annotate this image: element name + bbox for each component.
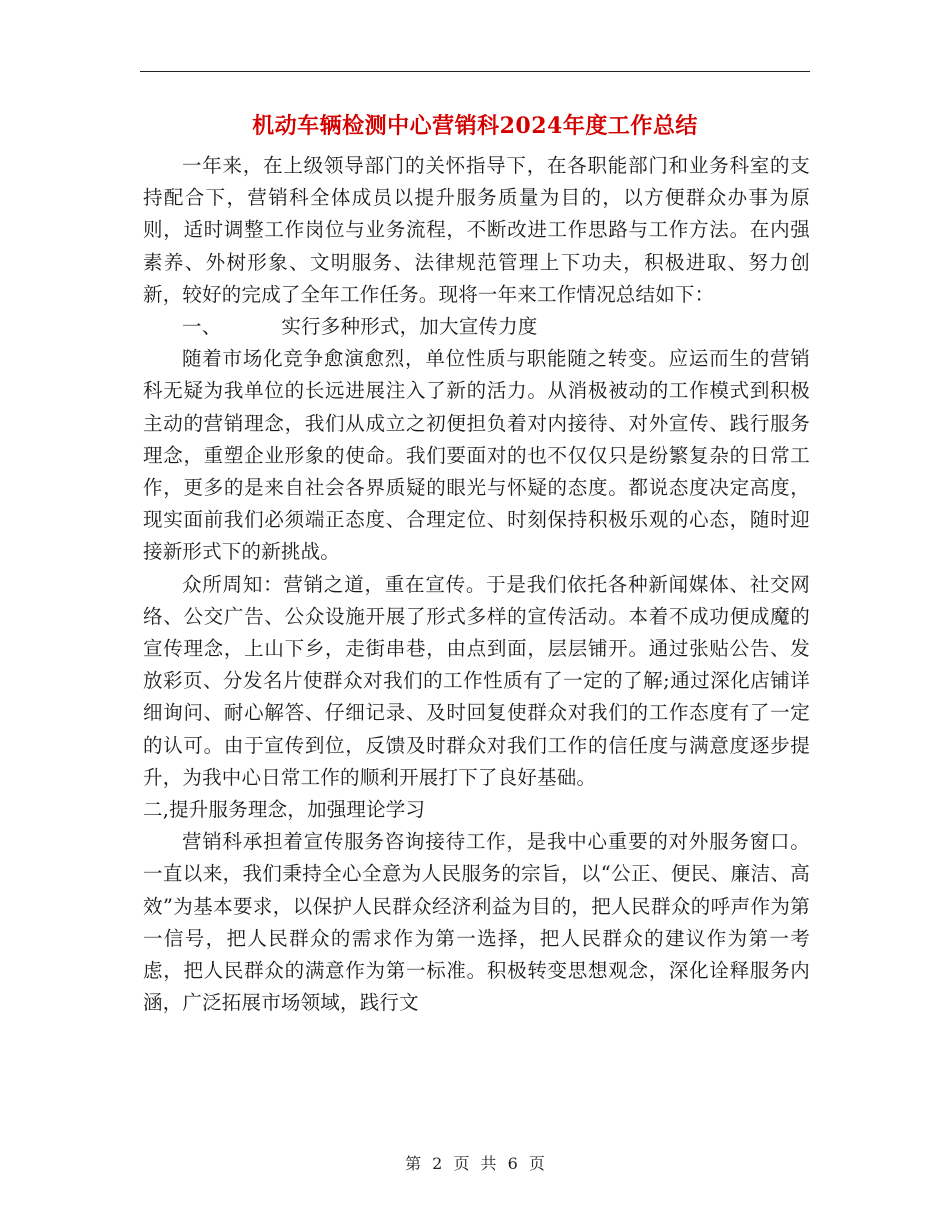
paragraph-section1-b: 众所周知：营销之道，重在宣传。于是我们依托各种新闻媒体、社交网络、公交广告、公众设施开展了形式多样的宣传活动。本着不成功便成魔的宣传理念，上山下乡，走街串巷，由点到面，层层铺开。通过张贴公告、发放彩页、分发名片使群众对我们的工作性质有了一定的了解;通过深化店铺详细询问、耐心解答、仔细记录、及时回复使群众对我们的工作态度有了一定的认可。由于宣传到位，反馈及时群众对我们工作的信任度与满意度逐步提升，为我中心日常工作的顺利开展打下了良好基础。 bbox=[143, 572, 810, 789]
document-body bbox=[143, 150, 810, 1019]
header-rule bbox=[140, 71, 810, 72]
section-heading-1 bbox=[143, 311, 810, 343]
paragraph-section2-a: 营销科承担着宣传服务咨询接待工作，是我中心重要的对外服务窗口。一直以来，我们秉持全心全意为人民服务的宗旨，以“公正、便民、廉洁、高效”为基本要求，以保护人民群众经济利益为目的，把人民群众的呼声作为第一信号，把人民群众的需求作为第一选择，把人民群众的建议作为第一考虑，把人民群众的满意作为第一标准。积极转变思想观念，深化诠释服务内涵，广泛拓展市场领域，践行文 bbox=[143, 830, 810, 1015]
section-heading-1-number: 一、 bbox=[182, 315, 222, 339]
section-heading-2: 二,提升服务理念，加强理论学习 bbox=[143, 798, 426, 822]
paragraph-section1-a: 随着市场化竞争愈演愈烈，单位性质与职能随之转变。应运而生的营销科无疑为我单位的长远进展注入了新的活力。从消极被动的工作模式到积极主动的营销理念，我们从成立之初便担负着对内接待、对外宣传、践行服务理念，重塑企业形象的使命。我们要面对的也不仅仅只是纷繁复杂的日常工作，更多的是来自社会各界质疑的眼光与怀疑的态度。都说态度决定高度，现实面前我们必须端正态度、合理定位、时刻保持积极乐观的心态，随时迎接新形式下的新挑战。 bbox=[143, 347, 810, 564]
paragraph-intro: 一年来，在上级领导部门的关怀指导下，在各职能部门和业务科室的支持配合下，营销科全体成员以提升服务质量为目的，以方便群众办事为原则，适时调整工作岗位与业务流程，不断改进工作思路与工作方法。在内强素养、外树形象、文明服务、法律规范管理上下功夫，积极进取、努力创新，较好的完成了全年工作任务。现将一年来工作情况总结如下： bbox=[143, 154, 810, 306]
page-number-footer: 第 2 页 共 6 页 bbox=[405, 1154, 545, 1173]
document-title: 机动车辆检测中心营销科2024年度工作总结 bbox=[252, 113, 698, 139]
section-heading-1-text: 实行多种形式，加大宣传力度 bbox=[281, 315, 538, 339]
